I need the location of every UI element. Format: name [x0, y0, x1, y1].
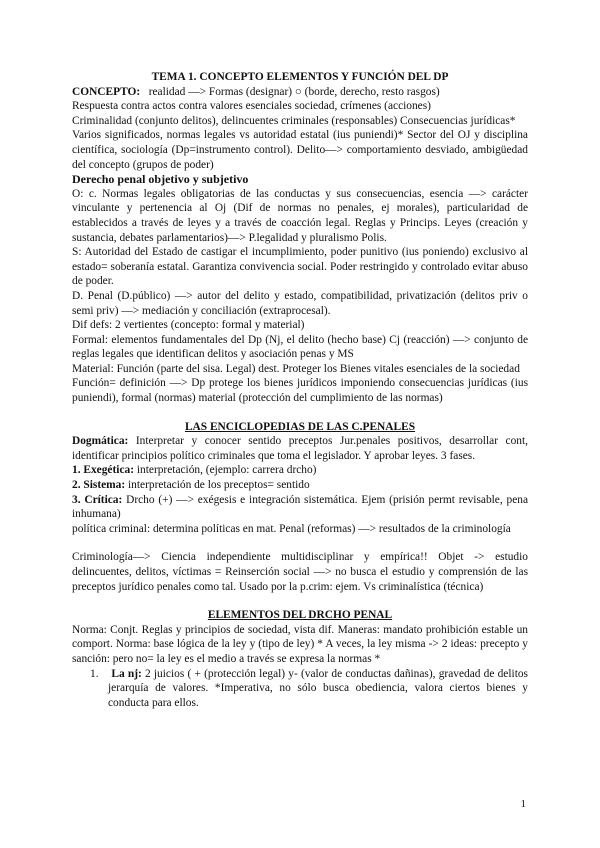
- tema1-paragraph: Formal: elementos fundamentales del Dp (Nj, el delito (hecho base) Cj (reacción) —> conjunto de reglas legales que identifican delitos y asociación penas y MS: [72, 333, 528, 361]
- sistema-line: [72, 478, 528, 493]
- tema1-paragraph: Material: Función (parte del sisa. Legal) dest. Proteger los Bienes vitales esenciales de la sociedad: [72, 362, 520, 375]
- tema1-paragraph: S: Autoridad del Estado de castigar el incumplimiento, poder punitivo (ius poniendo) exclusivo al estado= soberanía estatal. Garantiza convivencia social. Poder restringido y controlado evitar abuso de poder.: [72, 246, 528, 288]
- page-number: 1: [520, 798, 526, 810]
- concepto-line: [72, 85, 528, 100]
- critica-line: [72, 493, 528, 522]
- dogmatica-paragraph: [72, 434, 528, 463]
- critica-text: Drcho (+) —> exégesis e integración sistemática. Ejem (prisión permt revisable, pena inhumana): [72, 493, 529, 521]
- spacer: [72, 406, 528, 420]
- tema1-paragraph: Dif defs: 2 vertientes (concepto: formal y material): [72, 319, 305, 332]
- tema1-paragraph: Criminalidad (conjunto delitos), delincuentes criminales (responsables) Consecuencias jurídicas*: [72, 114, 516, 127]
- heading-objetivo-subjetivo: Derecho penal objetivo y subjetivo: [72, 172, 249, 187]
- enciclopedias-title: LAS ENCICLOPEDIAS DE LAS C.PENALES: [184, 420, 416, 433]
- sistema-text: interpretación de los preceptos= sentido: [128, 479, 310, 492]
- politica-criminal-paragraph: política criminal: determina políticas en mat. Penal (reformas) —> resultados de la criminología: [72, 522, 511, 535]
- elementos-title: ELEMENTOS DEL DRCHO PENAL: [207, 609, 393, 622]
- concepto-label: CONCEPTO:: [72, 85, 141, 98]
- sistema-label: 2. Sistema:: [72, 479, 126, 492]
- document-page: [72, 70, 528, 710]
- tema1-paragraph: D. Penal (D.público) —> autor del delito y estado, compatibilidad, privatización (delitos priv o semi priv) —> mediación y conciliación (extraprocesal).: [72, 289, 528, 317]
- concepto-text: realidad —> Formas (designar) ○ (borde, derecho, resto rasgos): [148, 85, 440, 98]
- norma-paragraph: Norma: Conjt. Reglas y principios de sociedad, vista dif. Maneras: mandato prohibición estable un comport. Norma: base lógica de la ley y (tipo de ley) * A veces, la ley misma -> 2 ideas: precepto y sanción: pero no= la ley es el medio a través se expresa la normas *: [72, 623, 528, 665]
- criminologia-paragraph: Criminología—> Ciencia independiente multidisciplinar y empírica!! Objet -> estudio delincuentes, delitos, víctimas = Reinserción social —> no busca el estudio y comprensión de las preceptos jurídico penales como tal. Usado por la p.crim: ejem. Vs criminalística (técnica): [72, 551, 528, 593]
- tema1-paragraph: Respuesta contra actos contra valores esenciales sociedad, crímenes (acciones): [72, 100, 431, 113]
- spacer: [72, 594, 528, 608]
- list-item-label: La nj:: [111, 667, 142, 680]
- exegetica-line: [72, 463, 528, 478]
- list-item: [72, 667, 528, 711]
- exegetica-text: interpretación, (ejemplo: carrera drcho): [136, 464, 317, 477]
- list-item-number: 1.: [90, 667, 99, 680]
- dogmatica-text: Interpretar y conocer sentido preceptos Jur.penales positivos, desarrollar cont, identificar principios político criminales que toma el legislador. Y aprobar leyes. 3 fases.: [72, 435, 528, 462]
- dogmatica-label: Dogmática:: [72, 435, 129, 448]
- tema1-paragraph: Varios significados, normas legales vs autoridad estatal (ius puniendi)* Sector del OJ y disciplina científica, sociología (Dp=instrumento control). Delito—> comportamiento desviado, ambigüedad del concepto (grupos de poder): [72, 129, 528, 171]
- tema1-paragraph: O: c. Normas legales obligatorias de las conductas y sus consecuencias, esencia —> carácter vinculante y pertenencia al Oj (Dif de normas no penales, ej morales), particularidad de establecidos a través de leyes y a través de coacción legal. Reglas y Princips. Leyes (creación y sustancia, debates parlamentarios)—> P.legalidad y pluralismo Polis.: [72, 187, 528, 244]
- tema1-title: TEMA 1. CONCEPTO ELEMENTOS Y FUNCIÓN DEL DP: [151, 71, 449, 83]
- exegetica-label: 1. Exegética:: [72, 464, 134, 477]
- critica-label: 3. Crítica:: [72, 493, 123, 506]
- list-item-text: 2 juicios ( + (protección legal) y- (valor de conductas dañinas), gravedad de delitos jerarquía de valores. *Imperativa, no sólo busca obediencia, valora ciertos bienes y conducta para ellos.: [108, 667, 528, 709]
- spacer: [72, 536, 528, 550]
- tema1-paragraph: Función= definición —> Dp protege los bienes jurídicos imponiendo consecuencias jurídicas (ius puniendi), formal (normas) material (protección del cumplimiento de las normas): [72, 377, 528, 405]
